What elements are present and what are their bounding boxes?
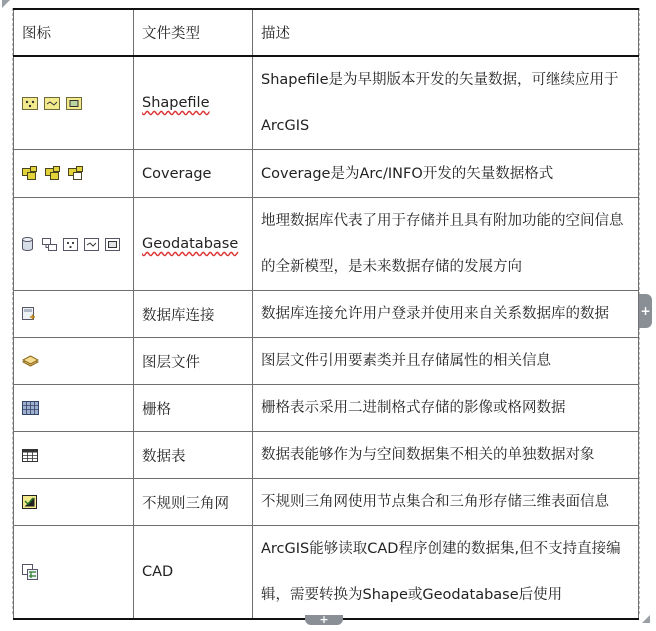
shapefile-line-icon	[44, 97, 60, 110]
feature-dataset-icon	[42, 238, 57, 251]
coverage-icon	[22, 166, 39, 181]
icon-cell[interactable]	[14, 150, 134, 198]
coverage-icon	[45, 166, 62, 181]
desc-cell[interactable]: Coverage是为Arc/INFO开发的矢量数据格式	[253, 150, 639, 198]
header-type-cell[interactable]: 文件类型	[134, 9, 253, 56]
desc-cell[interactable]: 数据库连接允许用户登录并使用来自关系数据库的数据	[253, 291, 639, 338]
layer-file-icon	[22, 355, 39, 368]
shapefile-point-icon	[22, 97, 38, 110]
icon-cell[interactable]	[14, 385, 134, 432]
tin-icon	[22, 495, 37, 509]
type-cell[interactable]: 数据表	[134, 432, 253, 479]
header-icon-cell[interactable]: 图标	[14, 9, 134, 56]
polygon-feature-class-icon	[105, 238, 120, 251]
table-row	[14, 56, 639, 150]
database-cylinder-icon	[22, 237, 33, 251]
header-desc-cell[interactable]: 描述	[253, 9, 639, 56]
table-row	[14, 338, 639, 385]
coverage-icon	[68, 166, 85, 181]
type-cell[interactable]: 不规则三角网	[134, 479, 253, 526]
point-feature-class-icon	[63, 238, 78, 251]
desc-cell[interactable]: ArcGIS能够读取CAD程序创建的数据集,但不支持直接编辑，需要转换为Shape或Geodatabase后使用	[253, 526, 639, 620]
table-row	[14, 432, 639, 479]
table-row	[14, 150, 639, 198]
desc-cell[interactable]: 数据表能够作为与空间数据集不相关的单独数据对象	[253, 432, 639, 479]
resize-handle-top-left-icon[interactable]	[2, 0, 10, 8]
type-cell[interactable]: 数据库连接	[134, 291, 253, 338]
type-cell[interactable]: Coverage	[134, 150, 253, 198]
desc-cell[interactable]: 不规则三角网使用节点集合和三角形存储三维表面信息	[253, 479, 639, 526]
data-table-icon	[22, 449, 38, 462]
table-header-row	[14, 9, 639, 56]
table-row	[14, 198, 639, 291]
shapefile-polygon-icon	[66, 97, 82, 110]
data-format-table	[13, 8, 639, 620]
add-column-button[interactable]: +	[639, 294, 652, 328]
table-row	[14, 479, 639, 526]
type-cell[interactable]: CAD	[134, 526, 253, 620]
database-connection-icon	[22, 307, 37, 322]
icon-cell[interactable]	[14, 526, 134, 620]
desc-cell[interactable]: Shapefile是为早期版本开发的矢量数据，可继续应用于ArcGIS	[253, 56, 639, 150]
type-cell[interactable]: Geodatabase	[134, 198, 253, 291]
resize-handle-bottom-right-icon[interactable]	[642, 615, 650, 623]
cad-icon	[22, 564, 38, 580]
icon-cell[interactable]	[14, 338, 134, 385]
table-row	[14, 291, 639, 338]
type-cell[interactable]: 栅格	[134, 385, 253, 432]
icon-cell[interactable]	[14, 432, 134, 479]
raster-grid-icon	[22, 401, 39, 415]
icon-cell[interactable]	[14, 56, 134, 150]
icon-cell[interactable]	[14, 291, 134, 338]
add-row-button[interactable]: +	[305, 615, 343, 625]
icon-cell[interactable]	[14, 479, 134, 526]
type-cell[interactable]: Shapefile	[134, 56, 253, 150]
icon-cell[interactable]	[14, 198, 134, 291]
type-cell[interactable]: 图层文件	[134, 338, 253, 385]
desc-cell[interactable]: 图层文件引用要素类并且存储属性的相关信息	[253, 338, 639, 385]
desc-cell[interactable]: 栅格表示采用二进制格式存储的影像或格网数据	[253, 385, 639, 432]
table-row	[14, 385, 639, 432]
desc-cell[interactable]: 地理数据库代表了用于存储并且具有附加功能的空间信息的全新模型，是未来数据存储的发展方向	[253, 198, 639, 291]
table-row	[14, 526, 639, 620]
line-feature-class-icon	[84, 238, 99, 251]
